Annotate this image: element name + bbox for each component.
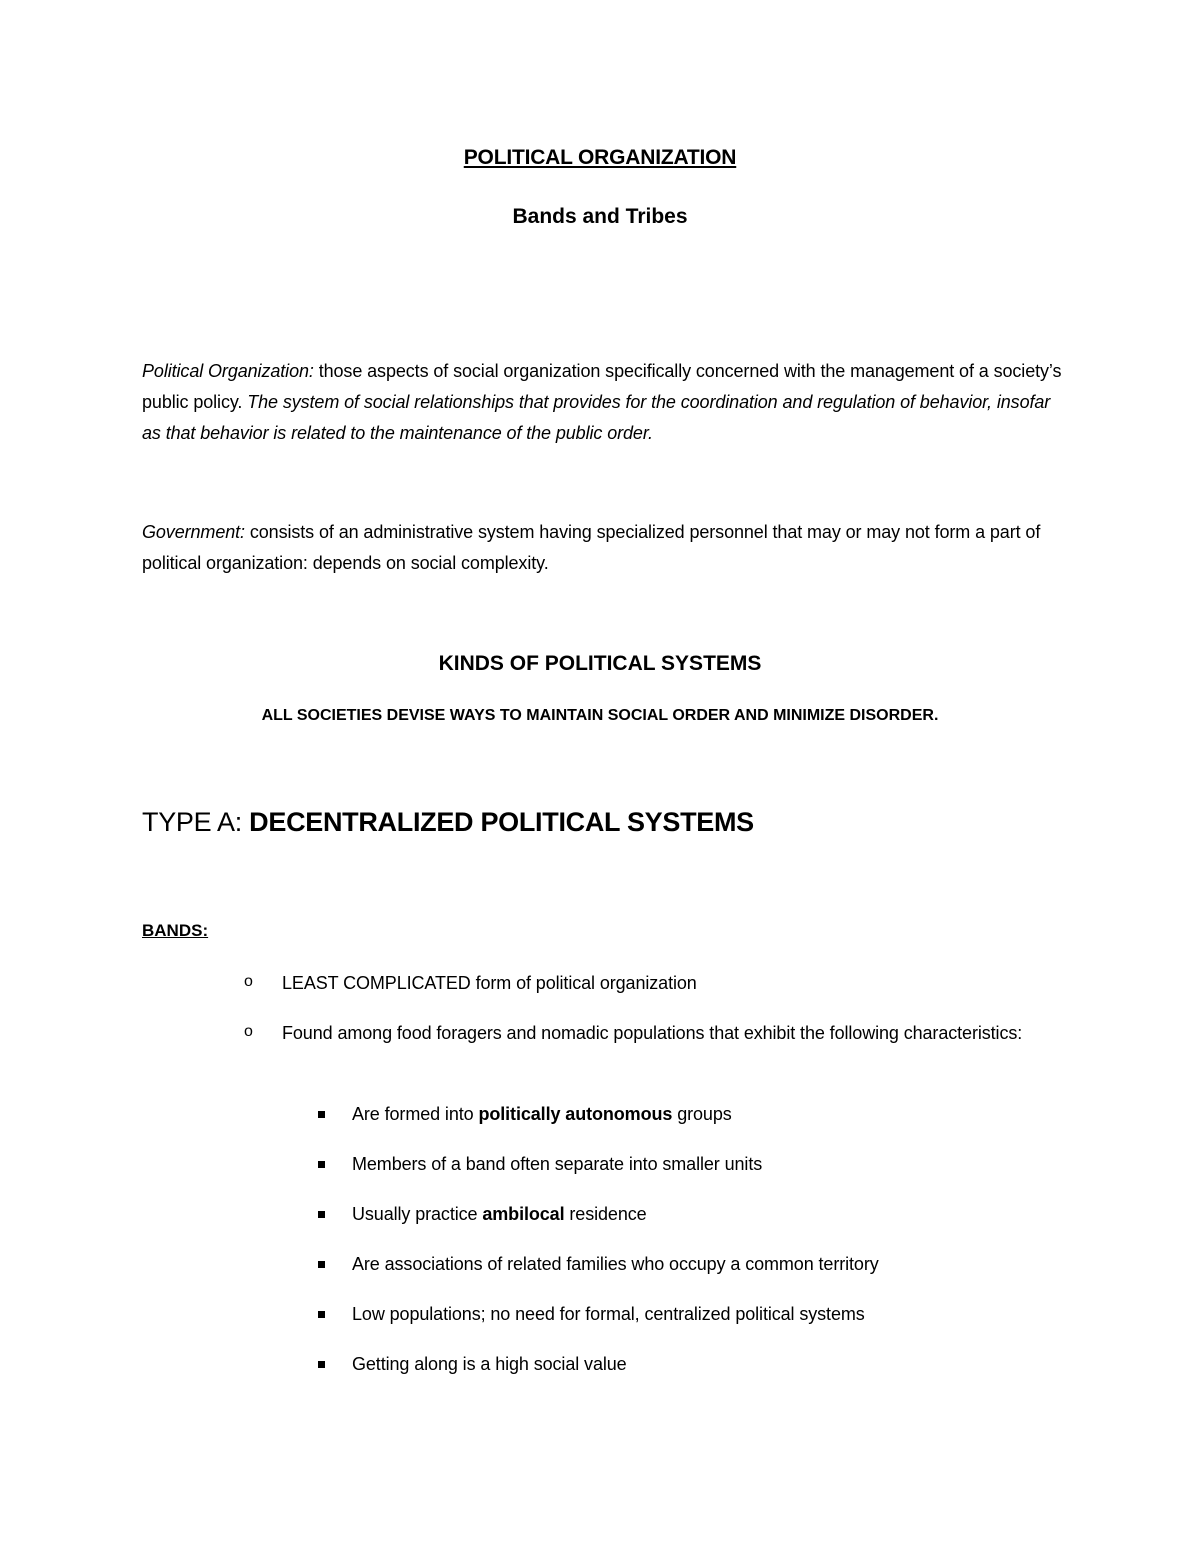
characteristic-text: groups [672, 1104, 732, 1124]
square-bullet-icon [318, 1111, 325, 1118]
bands-label: BANDS: [142, 921, 209, 940]
characteristic-item [352, 1099, 732, 1130]
characteristic-item [352, 1349, 627, 1380]
square-bullet-icon [318, 1311, 325, 1318]
definition-term: Government: [142, 522, 245, 542]
definition-text: consists of an administrative system having specialized personnel that may or may not form a part of political organization: depends on social complexity. [142, 522, 1041, 573]
characteristic-text: Getting along is a high social value [352, 1354, 627, 1374]
characteristic-text: Usually practice [352, 1204, 483, 1224]
definition-italic-text: The system of social relationships that provides for the coordination and regulation of behavior, insofar as that behavior is related to the maintenance of the public order. [142, 392, 1051, 443]
bullet-o-marker: o [244, 973, 253, 990]
characteristic-text: Are formed into [352, 1104, 479, 1124]
bullet-o-marker: o [244, 1023, 253, 1040]
type-a-heading [142, 807, 754, 838]
square-bullet-icon [318, 1361, 325, 1368]
kinds-heading: KINDS OF POLITICAL SYSTEMS [438, 652, 762, 675]
type-a-title: DECENTRALIZED POLITICAL SYSTEMS [249, 807, 754, 837]
square-bullet-icon [318, 1211, 325, 1218]
characteristic-item [352, 1199, 647, 1230]
characteristic-text: residence [564, 1204, 647, 1224]
bands-point: LEAST COMPLICATED form of political organization [282, 973, 697, 993]
characteristic-bold: politically autonomous [478, 1104, 673, 1124]
square-bullet-icon [318, 1161, 325, 1168]
document-title: POLITICAL ORGANIZATION [463, 146, 737, 169]
characteristic-text: Low populations; no need for formal, centralized political systems [352, 1304, 865, 1324]
characteristic-text: Are associations of related families who occupy a common territory [352, 1254, 879, 1274]
type-a-prefix: TYPE A: [142, 807, 250, 837]
characteristic-bold: ambilocal [482, 1204, 565, 1224]
definition-political-organization [142, 356, 1072, 449]
square-bullet-icon [318, 1261, 325, 1268]
characteristic-item [352, 1299, 865, 1330]
kinds-subheading: ALL SOCIETIES DEVISE WAYS TO MAINTAIN SOCIAL ORDER AND MINIMIZE DISORDER. [261, 707, 939, 724]
characteristic-item [352, 1149, 762, 1180]
bands-point: Found among food foragers and nomadic populations that exhibit the following characteristics: [282, 1023, 1023, 1043]
document-subtitle: Bands and Tribes [512, 205, 688, 228]
definition-term: Political Organization: [142, 361, 314, 381]
characteristic-item [352, 1249, 879, 1280]
definition-text: those aspects of social organization specifically concerned with the management of a society’s public policy. [142, 361, 1062, 412]
characteristic-text: Members of a band often separate into smaller units [352, 1154, 763, 1174]
definition-government [142, 517, 1072, 579]
